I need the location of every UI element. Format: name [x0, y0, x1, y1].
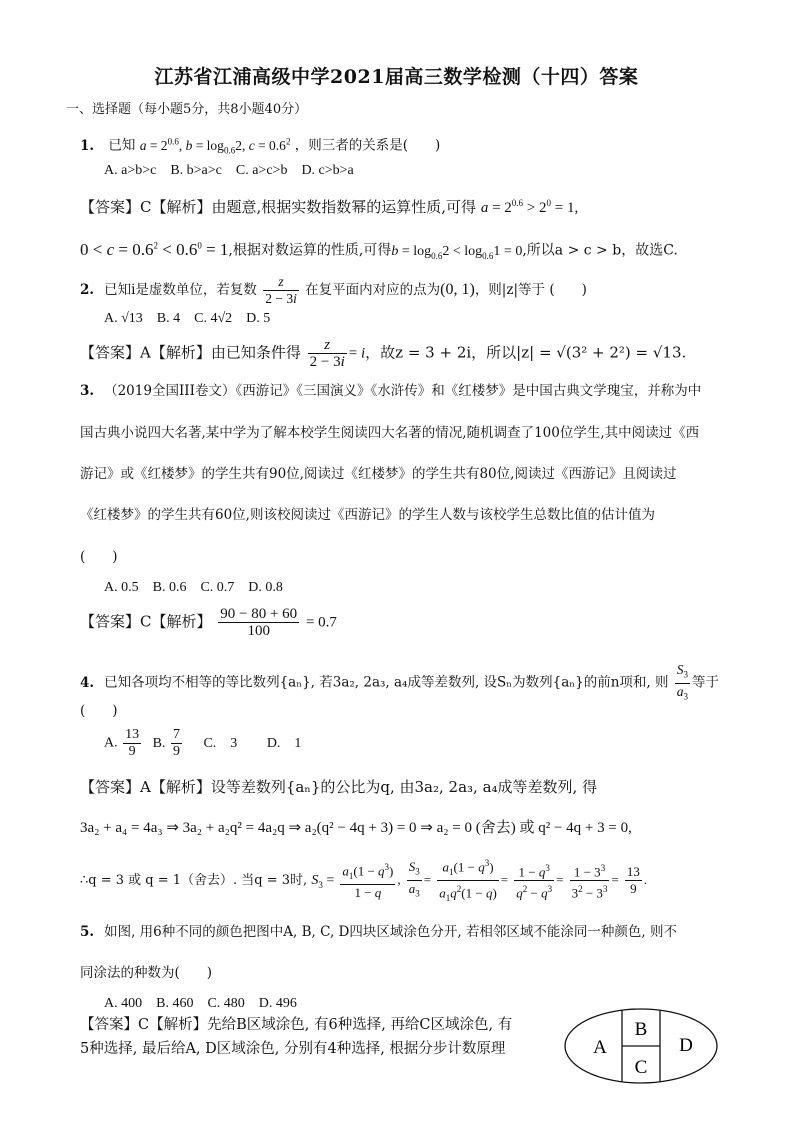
page-title: 江苏省江浦高级中学2021届高三数学检测（十四）答案	[154, 66, 639, 88]
q2-fraction: $\frac{z}{2 - 3i}$	[265, 274, 297, 306]
question-1-answer: 【答案】C【解析】由题意,根据实数指数幂的运算性质,可得 $a = 2^{0.6} > 2^0 = 1$,	[80, 198, 579, 216]
question-5-line-2: 同涂法的种数为( )	[80, 965, 213, 981]
region-d-label: D	[679, 1035, 693, 1056]
question-3-line-3: 游记》或《红楼梦》的学生共有90位,阅读过《红楼梦》的学生共有80位,阅读过《西游记》且阅读过	[80, 466, 677, 482]
region-b-label: B	[634, 1019, 648, 1040]
question-4-line-2: ( )	[80, 703, 118, 719]
question-4-answer-line-3: ∴q = 3 或 q = 1（舍去）. 当q = 3时, $S_3$ = $\frac{a_1(1 - q^3)}{1 - q}$ , $\frac{S_3}{a_3}$ = $\frac{a_1(1 - q^3)}{a_1q^2(1 - q)}$ = $\frac{1 - q^3}{q^2 - q^3}$ = $\frac{1 - 3^3}{3^2 - 3^3}$ = $\frac{13}{9}$ .	[80, 855, 647, 906]
q3-fraction: $\frac{90 - 80 + 60}{100}$	[220, 606, 298, 639]
question-2-options: A. √13 B. 4 C. 4√2 D. 5	[104, 311, 271, 326]
question-4-options: A. $\frac{13}{9}$ B. $\frac{7}{9}$ C. 3 D. 1	[104, 727, 302, 759]
question-1-answer-cont: $0 < c = 0.6^2 < 0.6^0 = 1$,根据对数运算的性质,可得$b = \log_{0.6}2 < \log_{0.6}1 = 0$,所以a > c > b，故选C.	[80, 239, 678, 261]
question-5-answer-line-1: 【答案】C【解析】先给B区域涂色, 有6种选择, 再给C区域涂色, 有	[80, 1017, 513, 1033]
question-4-answer-line-2: 3a₂ + a₄ = 4a₃ ⇒ 3a₂ + a₂q² = 4a₂q ⇒ a₂(q² − 4q + 3) = 0 ⇒ a₂ = 0 (舍去) 或 q² − 4q + 3 = 0,	[80, 820, 632, 836]
region-c-label: C	[634, 1057, 648, 1078]
question-3-options: A. 0.5 B. 0.6 C. 0.7 D. 0.8	[104, 580, 283, 595]
question-3-line-5: ( )	[80, 549, 118, 565]
question-5-answer-line-2: 5种选择, 最后给A, D区域涂色, 分别有4种选择, 根据分步计数原理	[80, 1041, 506, 1057]
question-4-answer: 【答案】A【解析】设等差数列{aₙ}的公比为q, 由3a₂, 2a₃, a₄成等差数列, 得	[80, 778, 598, 796]
question-3-answer: 【答案】C【解析】 $\frac{90 - 80 + 60}{100}$ = 0.7	[80, 606, 337, 639]
region-a-label: A	[593, 1037, 607, 1058]
question-5-line-1: 5. 如图, 用6种不同的颜色把图中A, B, C, D四块区域涂色分开, 若相邻区域不能涂同一种颜色, 则不	[80, 924, 678, 940]
q4-fraction: $\frac{S_3}{a_3}$	[676, 662, 689, 702]
question-3-line-1: 3. （2019全国III卷文）《西游记》《三国演义》《水浒传》和《红楼梦》是中国古典文学瑰宝，并称为中	[80, 383, 702, 399]
question-1-stem: 1. 已知 $a = 2^{0.6}$, $b = \log_{0.6}2$, $c = 0.6^2$ ，则三者的关系是( )	[80, 136, 441, 156]
question-5-options: A. 400 B. 460 C. 480 D. 496	[104, 996, 297, 1011]
q1-math: $a = 2^{0.6}$, $b = \log_{0.6}2$, $c = 0.6^2$	[139, 136, 291, 156]
question-3-line-2: 国古典小说四大名著,某中学为了解本校学生阅读四大名著的情况,随机调查了100位学生,其中阅读过《西	[80, 425, 700, 441]
question-number: 1.	[80, 137, 95, 154]
section-heading: 一、选择题（每小题5分，共8小题40分）	[66, 102, 308, 117]
question-3-line-4: 《红楼梦》的学生共有60位,则该校阅读过《西游记》的学生人数与该校学生总数比值的估计值为	[80, 507, 655, 523]
question-4-stem: 4. 已知各项均不相等的等比数列{aₙ}, 若3a₂, 2a₃, a₄成等差数列, 设Sₙ为数列{aₙ}的前n项和, 则 $\frac{S_3}{a_3}$ 等于	[80, 662, 719, 704]
question-2-stem: 2. 已知i是虚数单位，若复数 $\frac{z}{2 - 3i}$ 在复平面内对应的点为(0, 1)，则|z|等于 ( )	[80, 274, 587, 306]
region-coloring-diagram	[562, 1006, 720, 1086]
question-2-answer: 【答案】A【解析】由已知条件得 $\frac{z}{2 - 3i}$ = i，故z = 3 + 2i，所以|z| = √(3² + 2²) = √13.	[80, 337, 687, 370]
question-1-options: A. a>b>c B. b>a>c C. a>c>b D. c>b>a	[104, 163, 354, 178]
